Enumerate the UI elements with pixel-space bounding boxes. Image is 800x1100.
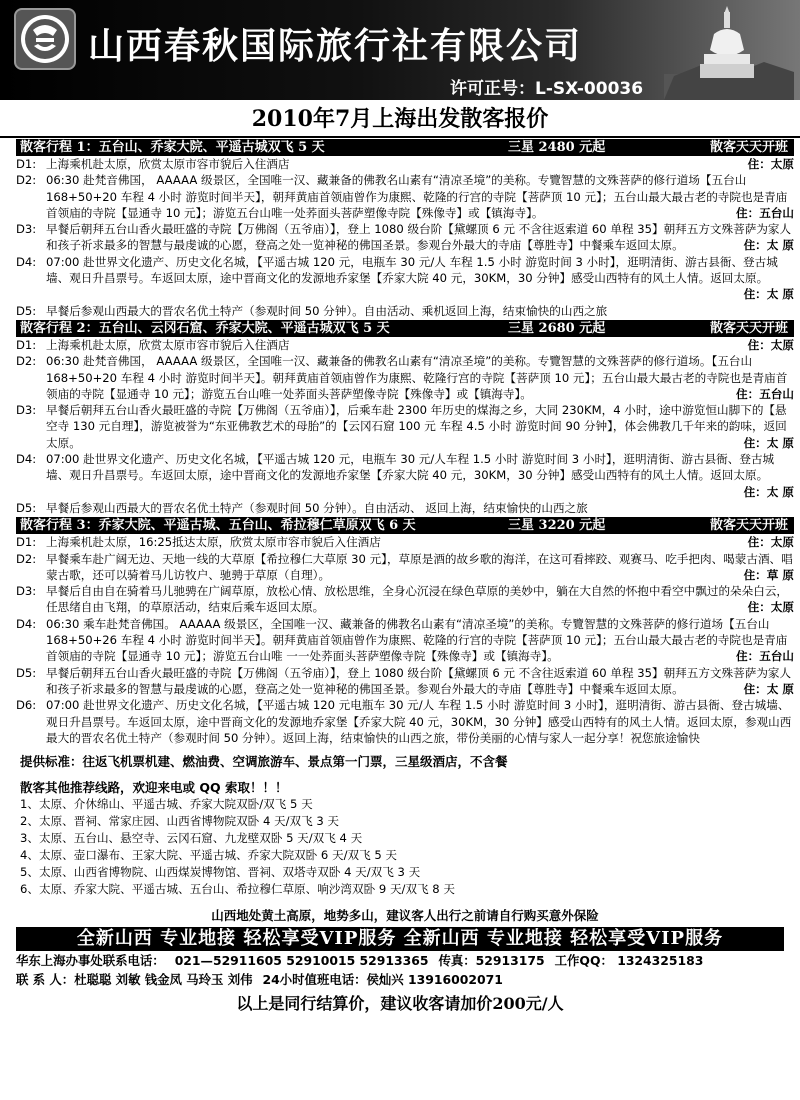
route-section	[0, 320, 800, 516]
day-label: D5:	[16, 303, 37, 318]
day-label: D4:	[16, 254, 37, 269]
itinerary-day	[16, 451, 794, 500]
contact-line	[16, 951, 790, 970]
page-title: 2010年7月上海出发散客报价	[0, 100, 800, 138]
route-price: 三星 3220 元起	[508, 518, 606, 534]
route-header	[16, 320, 794, 337]
insurance-notice: 山西地处黄土高原，地势多山，建议客人出行之前请自行购买意外保险	[211, 908, 599, 924]
day-stay: 住：五台山	[736, 205, 794, 220]
list-item: 1、太原、介休绵山、平遥古城、乔家大院双卧/双飞 5 天	[20, 797, 313, 812]
day-label: D3:	[16, 584, 37, 599]
route-header	[16, 139, 794, 156]
work-qq: 工作QQ： 1324325183	[554, 953, 704, 969]
day-stay: 住：太 原	[743, 287, 794, 302]
itinerary-day	[16, 402, 794, 451]
day-stay: 住：太原	[747, 600, 794, 615]
office-phones: 021—52911605 52910015 52913365	[174, 953, 429, 969]
day-text: 早餐后朝拜五台山香火最旺盛的寺院【万佛阁（五爷庙）】，登上 1080 级台阶【黛螺顶 6 元 不含往返索道 60 单程 35】朝拜五方文殊菩萨为家人和孩子祈求最多的智慧与最虔诚的心愿，登高之处一览神秘的佛国圣景。参观台外最大的寺庙【尊胜寺】中餐乘车返回太原。	[46, 665, 792, 696]
itinerary-day	[16, 337, 794, 353]
day-text: 07:00 赴世界文化遗产、历史文化名城，【平遥古城 120 元电瓶车 30 元/人 车程 1.5 小时 游览时间 3 小时】，逛明清街、游古县衙、登古城墙、观日升昌票号。车返回太原，途中晋商文化的发源地乔家堡【乔家大院 40 元，30KM，30 分钟】感受山西特有的风土人情。返回太原，参观山西最大的晋农名优土特产（参观时间 50 分钟）。返回上海，结束愉快的山西之旅，带份美丽的心情与家人一起分享！祝您旅途愉快	[46, 698, 792, 745]
day-label: D4:	[16, 452, 37, 467]
office-label: 华东上海办事处联系电话：	[16, 953, 165, 969]
list-item: 5、太原、山西省博物院、山西煤炭博物馆、晋祠、双塔寺双卧 4 天/双飞 3 天	[20, 865, 421, 880]
settlement-footer: 以上是同行结算价，建议收客请加价200元/人	[236, 994, 564, 1014]
contact-line	[16, 970, 790, 989]
itinerary-day	[16, 697, 794, 746]
day-label: D5:	[16, 665, 37, 680]
route-daily: 散客天天开班	[709, 140, 788, 155]
day-label: D1:	[16, 157, 37, 171]
day-text: 早餐后自由自在骑着马儿驰骋在广阔草原，放松心情、放松思维，全身心沉浸在绿色草原的美妙中，躺在大自然的怀抱中看空中飘过的朵朵白云，任思绪自由飞翔，的草原活动，结束后乘车返回太原。	[46, 584, 789, 615]
route-title: 散客行程 3：乔家大院、平遥古城、五台山、希拉穆仁草原双飞 6 天	[20, 518, 416, 534]
day-label: D1:	[16, 535, 37, 550]
day-text: 上海乘机赴太原，16:25抵达太原，欣赏太原市容市貌后入住酒店	[46, 535, 381, 550]
header-banner	[0, 0, 800, 100]
route-daily: 散客天天开班	[709, 518, 788, 534]
day-text: 07:00 赴世界文化遗产、历史文化名城，【平遥古城 120 元，电瓶车 30 元/人 车程 1.5 小时 游览时间 3 小时】，逛明清街、游古县衙、登古城墙、观日升昌票号。车返回太原，途中晋商文化的发源地乔家堡【乔家大院 40 元，30KM，30 分钟】感受山西特有的风土人情。返回太原。	[46, 254, 778, 286]
route-price: 三星 2680 元起	[508, 320, 606, 336]
day-text: 早餐后参观山西最大的晋农名优土特产（参观时间 50 分钟）。自由活动、乘机返回上海，结束愉快的山西之旅	[46, 303, 608, 318]
day-text: 早餐乘车赴广阔无边、天地一线的大草原【希拉穆仁大草原 30 元】，草原是酒的故乡歌的海洋，在这可看摔跤、观赛马、吃手把肉、喝蒙古酒、唱蒙古歌，还可以骑着马儿访牧户、驰骋于草原（自理）。	[46, 551, 793, 582]
itinerary-day	[16, 583, 794, 616]
itinerary-day	[16, 616, 794, 665]
list-item: 3、太原、五台山、悬空寺、云冈石窟、九龙壁双卧 5 天/双飞 4 天	[20, 831, 363, 846]
day-text: 上海乘机赴太原，欣赏太原市容市貌后入住酒店	[46, 337, 290, 352]
day-label: D5:	[16, 500, 37, 515]
itinerary-day	[16, 221, 794, 254]
contact-persons: 联 系 人：杜聪聪 刘敏 钱金凤 马玲玉 刘伟	[16, 972, 253, 988]
day-label: D3:	[16, 403, 37, 418]
day-text: 上海乘机赴太原，欣赏太原市容市貌后入住酒店	[46, 157, 290, 171]
day-label: D4:	[16, 616, 37, 631]
fax-number: 传真：52913175	[438, 953, 545, 969]
day-label: D1:	[16, 337, 37, 352]
route-title: 散客行程 1：五台山、乔家大院、平遥古城双飞 5 天	[20, 140, 325, 155]
day-text: 07:00 赴世界文化遗产、历史文化名城，【平遥古城 120 元，电瓶车 30 元/人车程 1.5 小时 游览时间 3 小时】，逛明清街、游古县衙、登古城墙、观日升昌票号。车返回太原，途中晋商文化的发源地乔家堡【乔家大院 40 元，30KM，30 分钟】感受山西特有的风土人情。返回太原。	[46, 452, 775, 483]
itinerary-day	[16, 665, 794, 698]
itinerary-day	[16, 156, 794, 172]
route-header	[16, 517, 794, 534]
day-stay: 住：太 原	[743, 435, 794, 450]
day-stay: 住：太 原	[743, 238, 794, 253]
company-name: 山西春秋国际旅行社有限公司	[88, 26, 583, 67]
day-stay: 住：太原	[747, 157, 794, 171]
day-stay: 住：五台山	[736, 386, 794, 401]
day-text: 06:30 乘车赴梵音佛国。 AAAAA 级景区，全国唯一汉、藏兼备的佛教名山素有“清凉圣境”的美称。专覽智慧的文殊菩萨的修行道场【五台山 168+50+26 车程 4 小时 游览时间半天】。朝拜黄庙首领庙曾作为康熙、乾隆的行宫的寺院【菩萨顶 10 元】；五台山最大最古老的寺院也是青庙首领庙的寺院【显通寺 10 元】；游览五台山唯 一一处荞面头菩萨塑像寺院【殊像寺】或【镇海寺】。	[46, 616, 788, 664]
day-stay: 住：太 原	[743, 484, 794, 499]
list-item: 6、太原、乔家大院、平遥古城、五台山、希拉穆仁草原、响沙湾双卧 9 天/双飞 8 天	[20, 882, 455, 897]
list-item: 4、太原、壶口瀑布、王家大院、平遥古城、乔家大院双卧 6 天/双飞 5 天	[20, 848, 397, 863]
itinerary-day	[16, 551, 794, 584]
license-number: 许可正号：L-SX-00036	[450, 79, 644, 99]
itinerary-day	[16, 254, 794, 303]
route-daily: 散客天天开班	[709, 320, 788, 336]
day-text: 早餐后参观山西最大的晋农名优土特产（参观时间 50 分钟）。自由活动、 返回上海，结束愉快的山西之旅	[46, 500, 588, 515]
itinerary-day	[16, 500, 794, 516]
route-section	[0, 139, 800, 319]
day-label: D6:	[16, 698, 37, 713]
itinerary-day	[16, 534, 794, 550]
route-title: 散客行程 2：五台山、云冈石窟、乔家大院、平遥古城双飞 5 天	[20, 320, 390, 336]
day-label: D3:	[16, 222, 37, 237]
day-label: D2:	[16, 354, 37, 369]
route-section	[0, 517, 800, 746]
itinerary-day	[16, 353, 794, 402]
contact-block	[0, 951, 800, 989]
day-text: 06:30 赴梵音佛国， AAAAA 级景区，全国唯一汉、藏兼备的佛教名山素有“清凉圣境”的美称。专覽智慧的文殊菩萨的修行道场【五台山 168+50+20 车程 4 小时 游览时间半天】，朝拜黄庙首领庙曾作为康熙、乾隆的行宫的寺院【菩萨顶 10 元】；五台山最大最古老的寺院也是青庙首领庙的寺院【显通寺 10 元】；游览五台山唯一处荞面头菩萨塑像寺院【殊像寺】或【镇海寺】。	[46, 173, 788, 220]
logo-emblem-icon	[16, 10, 74, 68]
day-text: 06:30 赴梵音佛国， AAAAA 级景区，全国唯一汉、藏兼备的佛教名山素有“清凉圣境”的美称。专覽智慧的文殊菩萨的修行道场。【五台山 168+50+20 车程 4 小时 游览时间半天】。朝拜黄庙首领庙曾作为康熙、乾隆行宫的寺院【菩萨顶 10 元】；五台山最大最古老的寺院也是青庙首领庙的寺院【显通寺 10 元】；游览五台山唯一处荞面头菩萨塑像寺院【殊像寺】或【镇海寺】。	[46, 354, 788, 401]
pagoda-icon	[664, 4, 794, 100]
route-price: 三星 2480 元起	[508, 140, 606, 155]
day-stay: 住：太原	[747, 337, 794, 352]
more-routes-list	[16, 796, 794, 898]
day-stay: 住：太 原	[743, 681, 794, 696]
more-routes-title: 散客其他推荐线路，欢迎来电或 QQ 索取！！！	[20, 780, 288, 796]
day-stay: 住：太原	[747, 535, 794, 550]
itinerary-day	[16, 303, 794, 319]
day-label: D2:	[16, 551, 37, 566]
day-label: D2:	[16, 173, 37, 188]
itinerary-day	[16, 172, 794, 221]
vip-slogan-bar: 全新山西 专业地接 轻松享受VIP服务 全新山西 专业地接 轻松享受VIP服务	[16, 927, 784, 951]
duty-phone: 24小时值班电话：侯灿兴 13916002071	[262, 972, 503, 988]
extras-section	[0, 752, 800, 924]
list-item: 2、太原、晋祠、常家庄园、山西省博物院双卧 4 天/双飞 3 天	[20, 814, 340, 829]
day-stay: 住：五台山	[736, 649, 794, 664]
day-text: 早餐后朝拜五台山香火最旺盛的寺院【万佛阁（五爷庙）】，后乘车赴 2300 年历史的煤海之乡，大同 230KM，4 小时，途中游览恒山脚下的【悬空寺 130 元自理】，游览被誉为“东亚佛教艺术的母胎”的【云冈石窟 100 元 车程 4.5 小时 游览时间 90 分钟】，体会佛教几千年来的韵味，返回太原。	[46, 403, 787, 450]
day-text: 早餐后朝拜五台山香火最旺盛的寺院【万佛阁（五爷庙）】，登上 1080 级台阶【黛螺顶 6 元 不含往返索道 60 单程 35】朝拜五方文殊菩萨为家人和孩子祈求最多的智慧与最虔诚的心愿，登高之处一览神秘的佛国圣景。参观台外最大的寺庙【尊胜寺】中餐乘车返回太原。	[46, 222, 792, 253]
day-stay: 住：草 原	[743, 567, 794, 582]
provided-standard: 提供标准：往返飞机票机建、燃油费、空调旅游车、景点第一门票，三星级酒店，不含餐	[20, 754, 508, 770]
company-logo	[14, 8, 76, 70]
